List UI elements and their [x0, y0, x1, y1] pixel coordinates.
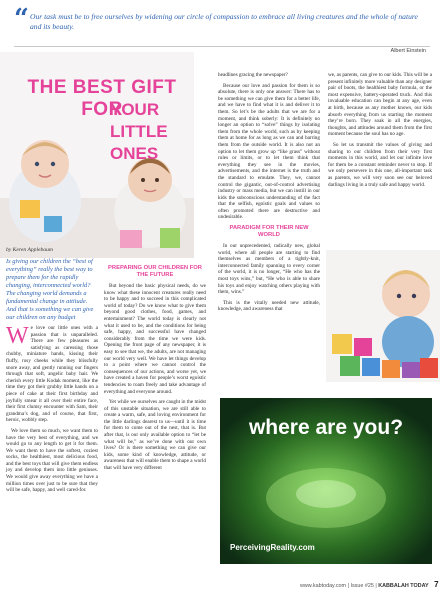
page-number: 7	[434, 580, 439, 589]
column-3-paragraph-3: In our unprecedented, radically new, global world, where all people are starting to find themselves as members of a tightly-knit, interconnected family spanning to every corner of the world, it is no longer, “He who has the most toys wins,” but, “He who is able to share his toys and enjoy watching others playing with them, wins.”	[218, 243, 320, 296]
column-1-paragraph-1-text: e love our little ones with a passion that is unparalleled. There are few pleasures as satisfying as caressing those chubby, miniature hands, kissing their fluffy, rosy cheeks while they blissfully snore away, and gently running our fingers through that soft, angelic baby hair. We cherish every little Kodak moment, like the time they got their grubby little hands on a piece of cake at their first birthday and joyfully smear it all over their entire face, their first clumsy encounter with Sam, their grandma’s dog, and of course, that first, heroic, wobbly step.	[6, 325, 98, 424]
quote-author: Albert Einstein	[390, 48, 426, 54]
footer-magazine: KABBALAH TODAY	[378, 583, 429, 589]
ad-title: where are you?	[248, 416, 404, 439]
headline-line-3: LITTLE	[110, 122, 168, 141]
column-4-paragraph-2: So let us transmit the values of giving and sharing to our children from their very first moments in this world, and let our infinite love for them be a constant reminder never to stop. If we only persevere in this one, all-important task as parents, we will very soon see our beloved darlings living in a truly safe and happy world.	[328, 141, 432, 188]
advertisement[interactable]	[220, 398, 432, 564]
drop-cap: W	[6, 323, 29, 349]
column-1-paragraph-1	[6, 325, 98, 424]
child-blocks-illustration	[326, 250, 440, 382]
headline-line-4: ONES	[110, 144, 159, 163]
lead-paragraph: Is giving our children the “best of everything” really the best way to prepare them for the rapidly changing, interconnected world? The changing world demands a fundamental change in attitude. And that is something we can give our children on any budget	[6, 258, 94, 321]
column-4-paragraph-1: we, as parents, can give to our kids. This will be a present infinitely more valuable than any designer pair of boots, the healthiest baby formula, or the most expensive, battery-operated truck. And this invaluable education can begin at any age, even at birth, because as any mother knows, our kids absorb everything from us starting the moment they’re born. They soak in all the energies, thoughts, and attitudes around them from the first moment because the soul has no age.	[328, 72, 433, 138]
footer-separator-2: |	[375, 583, 379, 589]
byline: by Keren Applebaum	[6, 247, 53, 253]
column-2-paragraph-1: But beyond the basic physical needs, do we know what these innocent creatures really need to be happy and to succeed in this complicated world of today? Do we know what to give them beyond good clothes, food, games, and entertainment? The world today is clearly not what it used to be, and the conditions for being safe, happy, and successful have changed considerably from the time we were kids. Opening the front page of any newspaper, it is easy to see that we, the adults, are not managing our world very well. We have let things develop to a point where we cannot control the consequences of our actions, and worse yet, we have created a haven for people’s worst egoistic tendencies to roam freely and take advantage of everything and everyone around.	[104, 283, 206, 395]
quote-text: Our task must be to free ourselves by widening our circle of compassion to embrace all living creatures and the whole of nature and its beauty.	[30, 12, 418, 31]
footer-site: www.kabtoday.com	[300, 583, 347, 589]
quote-divider	[14, 46, 430, 47]
column-3-paragraph-2: Because our love and passion for them is so absolute, there is only one answer: There has to be something we can give them for a better life, and we have to find what it is and deliver it to them. So let’s be the adults that we are for a moment, and think soberly: It is definitely no longer an option to “solve” things by isolating them from the whole world, such as by keeping them at home for as long as we can and barring them from the outside world. It is also not an option to let them grow up “like grass” without rules or limits, or to let them think that everything they see in the movies, advertisements, and the internet is the truth and the standard to emulate. They, we, cannot control the gigantic, out-of-control advertising industry or mass media, but we can instill in our kids the subconscious understanding of the fact that the selfish, egoistic goals and values so often promoted there are destructive and undesirable.	[218, 82, 320, 221]
article-column-4	[328, 72, 432, 247]
article-column-1	[6, 325, 98, 573]
column-3-paragraph-1: headlines gracing the newspaper?	[218, 72, 288, 78]
subhead-preparing-children: PREPARING OUR CHILDREN FOR THE FUTURE	[108, 265, 202, 278]
ad-url: PerceivingReality.com	[230, 543, 315, 552]
subhead-paradigm: PARADIGM FOR THEIR NEW WORLD	[229, 225, 309, 239]
headline-line-1: THE BEST GIFT FOR	[27, 77, 177, 120]
footer-separator: |	[347, 583, 351, 589]
column-1-paragraph-2: We love them so much, we want them to have the very best of everything, and we would go to any length to get it for them. We want them to have the softest, coziest socks, the healthiest, most delicious food, and the best toys that will give them endless joy and develop them into little geniuses. We would give away everything we have a million times over just to be sure that they will be safe, happy, and well cared-for.	[6, 427, 98, 494]
quote-mark-icon: “	[14, 4, 29, 34]
hero-photo	[0, 52, 194, 258]
child-with-blocks-photo	[326, 250, 440, 382]
article-column-2	[104, 262, 206, 572]
article-column-3	[218, 72, 320, 392]
column-2-paragraph-2: Yet while we ourselves are caught in the midst of this unstable situation, we are still able to create a warm, safe, and loving environment for the little darlings dearest to us—until it is time for them to come out of the nest, that is. But after that, is our only available option to “let be what will be,” as we’ve done with our own lives? Or is there something we can give our kids, some kind of knowledge, attitude, or awareness that will enable them to shape a world that will have very different	[104, 399, 206, 472]
page-footer	[300, 580, 439, 589]
column-3-paragraph-4: This is the vitally needed new attitude, knowledge, and awareness that	[218, 299, 320, 313]
footer-issue: Issue #25	[350, 583, 374, 589]
headline-line-2: YOUR	[110, 100, 160, 119]
